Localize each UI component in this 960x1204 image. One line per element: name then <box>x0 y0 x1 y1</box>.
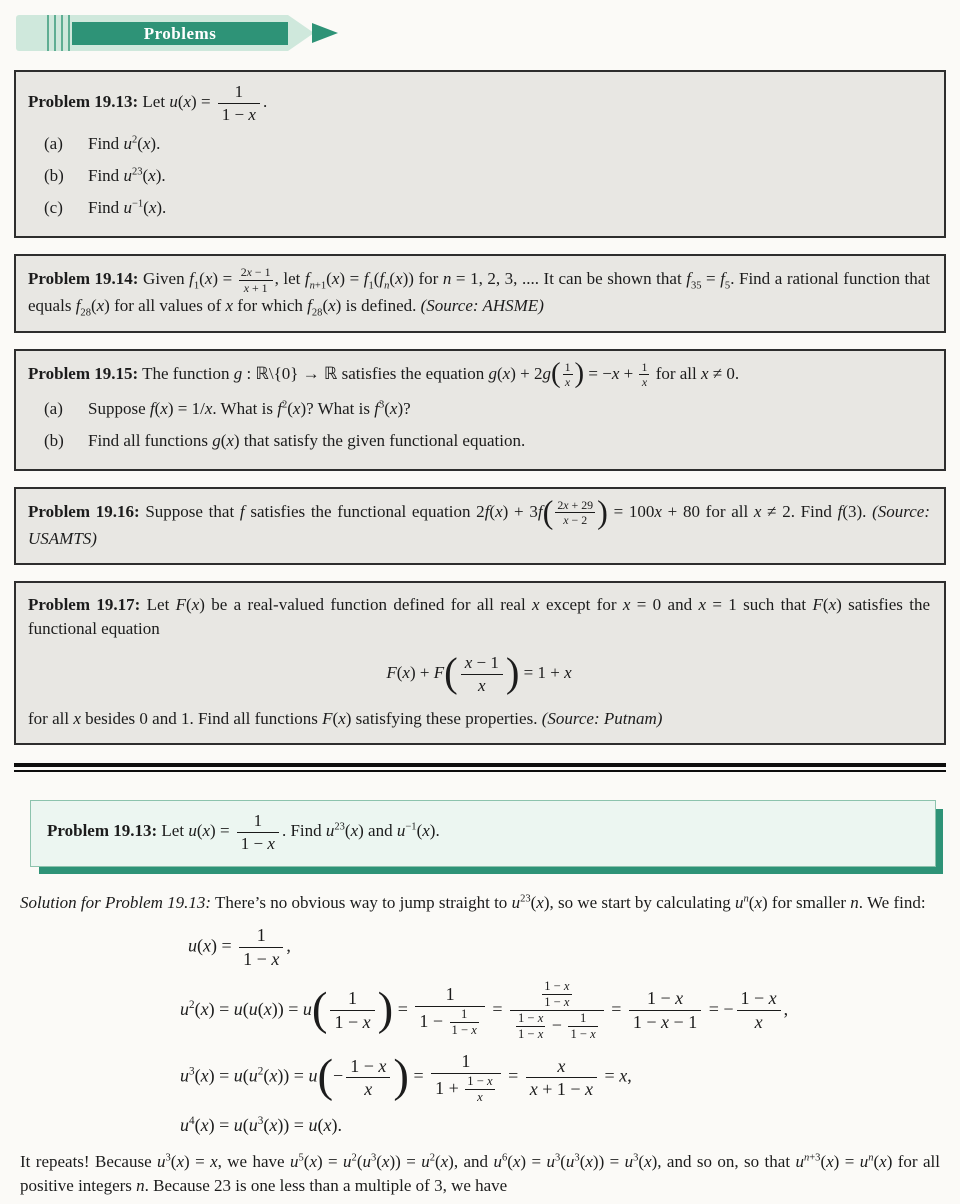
problem-box-19-16 <box>14 487 946 565</box>
part-text: Suppose f(x) = 1/x. What is $f^2(x)$? What is $f^3(x)$? <box>88 398 411 418</box>
banner-label: Problems <box>143 23 217 43</box>
pencil-tip <box>288 15 314 51</box>
equation-u3: $u^3(x) = u(u^2(x)) = u(-$ $\frac{1 - x}{x}$ ) = 1 1 + $\frac{1 - x}{x}$ = $\frac{x}{x + 1 - x}$ = x, <box>180 1050 632 1105</box>
problem-19-17-statement: Problem 19.17: Let F(x) be a real-valued function defined for all real x except for x = 0 and x = 1 such that F(x) satisfies the functional equation <box>28 594 931 639</box>
problem-19-13-part-b <box>44 164 930 188</box>
solution-outro: It repeats! Because $u^3(x) = x$, we have $u^5(x) = u^2(u^3(x)) = u^2(x)$, and $u^6(x) = u^3(u^3(x)) = u^3(x)$, and so on, so that $u^{n+3}(x) = u^n(x)$ for all positive integers n. Because 23 is one less than a multiple of 3, we have <box>20 1151 940 1196</box>
restated-problem-statement: Problem 19.13: Let u(x) = $\frac{1}{1 - x}$ . Find $u^{23}(x)$ and $u^{-1}(x)$. <box>47 811 440 853</box>
problem-19-15-statement: Problem 19.15: The function g : ℝ\{0} → ℝ satisfies the equation g(x) + 2g( $\frac{1}{x}$ ) = −x + $\frac{1}{x}$ for all x ≠ 0. <box>28 357 740 390</box>
equation-u4: $u^4(x) = u(u^3(x)) = u(x)$. <box>180 1114 342 1135</box>
problem-box-19-17 <box>14 581 946 745</box>
part-label: (c) <box>44 198 63 218</box>
problem-19-13-part-a <box>44 132 930 156</box>
part-label: (b) <box>44 430 64 450</box>
equation-u1: u(x) = $\frac{1}{1 - x}$ , <box>188 925 291 969</box>
pencil-point-icon <box>312 23 338 43</box>
part-text: Find all functions g(x) that satisfy the given functional equation. <box>88 430 526 450</box>
part-label: (a) <box>44 398 63 418</box>
problem-19-17-statement-end: for all x besides 0 and 1. Find all functions F(x) satisfying these properties. (Source: Putnam) <box>28 709 663 729</box>
pencil-band <box>72 22 288 45</box>
problem-19-17-display-equation: F(x) + F( $\frac{x - 1}{x}$ ) = 1 + x <box>386 649 572 695</box>
solution-equations <box>14 925 946 1135</box>
part-text: Find $u^{-1}(x)$. <box>88 198 167 218</box>
part-text: Find $u^2(x)$. <box>88 134 161 154</box>
part-label: (a) <box>44 134 63 154</box>
solution-section <box>14 891 946 1199</box>
problem-19-14-statement: Problem 19.14: Given $f_1(x)$ = $\frac{2x - 1}{x + 1}$ , let $f_{n+1}(x) = f_1(f_n(x))$ for n = 1, 2, 3, .... It can be shown that $f_{35} = f_5$. Find a rational function that equals $f_{28}(x)$ for all values of x for which $f_{28}(x)$ is defined. (Source: AHSME) <box>28 265 930 319</box>
equation-u2: $u^2(x) = u(u(x)) = u$( $\frac{1}{1 - x}$ ) = 1 1 − $\frac{1}{1 - x}$ = $\frac{1 - x}{1 - x}$ $\frac{1 - x}{1 - x}$ − $\frac{1}{1 - x}$ = $\frac{1 - x}{1 - x - 1}$ = − $\frac{1 - x}{x}$ , <box>180 978 789 1042</box>
problem-19-15-part-a <box>44 397 930 421</box>
section-divider <box>14 763 946 772</box>
problem-19-13-part-c <box>44 196 930 220</box>
pencil-eraser-stripes <box>42 15 70 51</box>
part-label: (b) <box>44 166 64 186</box>
problem-19-15-part-b <box>44 429 930 453</box>
problem-box-19-15 <box>14 349 946 471</box>
problems-banner <box>16 12 346 54</box>
problem-19-13-statement: Problem 19.13: Let u(x) = $\frac{1}{1 - x}$ . <box>28 82 268 124</box>
problem-box-19-14 <box>14 254 946 332</box>
restated-problem-box <box>30 800 936 866</box>
problem-box-19-13 <box>14 70 946 238</box>
problem-19-16-statement: Problem 19.16: Suppose that f satisfies the functional equation 2f(x) + 3f( $\frac{2x + 29}{x - 2}$ ) = 100x + 80 for all x ≠ 2. Find f(3). (Source: USAMTS) <box>28 493 931 548</box>
solution-intro: Solution for Problem 19.13: There’s no obvious way to jump straight to $u^{23}(x)$, so we start by calculating $u^n(x)$ for smaller n. We find: <box>20 892 926 912</box>
part-text: Find $u^{23}(x)$. <box>88 166 166 186</box>
